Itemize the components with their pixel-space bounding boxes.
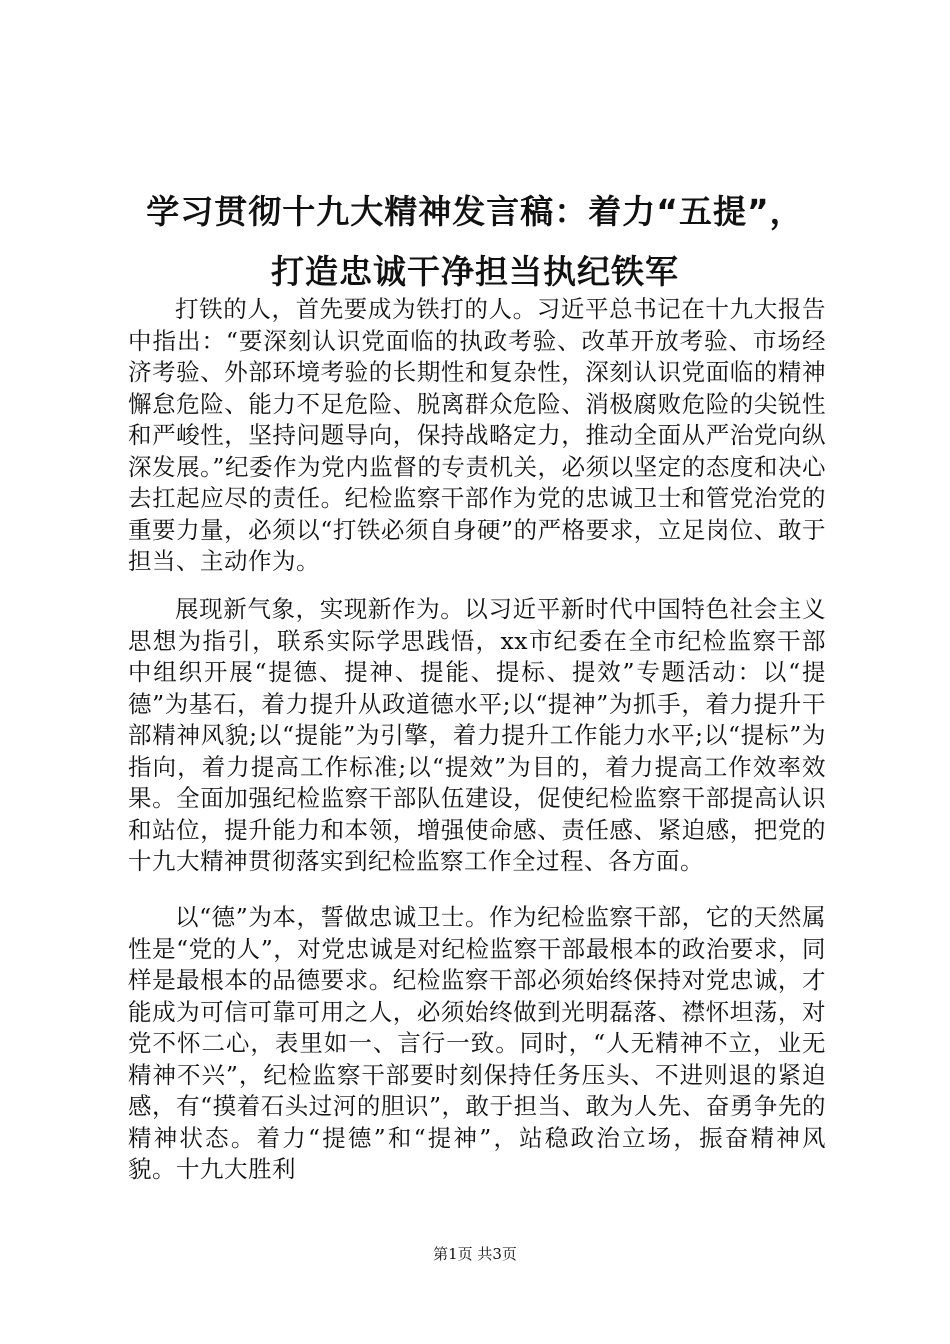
paragraph-virtue: 以“德”为本，誓做忠诚卫士。作为纪检监察干部，它的天然属性是“党的人”，对党忠诚是对纪检监察干部最根本的政治要求，同样是最根本的品德要求。纪检监察干部必须始终保持对党忠诚，才能成为可信可靠可用之人，必须始终做到光明磊落、襟怀坦荡，对党不怀二心，表里如一、言行一致。同时，“人无精神不立，业无精神不兴”，纪检监察干部要时刻保持任务压头、不进则退的紧迫感，有“摸着石头过河的胆识”，敢于担当、敢为人先、奋勇争先的精神状态。着力“提德”和“提神”，站稳政治立场，振奋精神风貌。十九大胜利 (128, 903, 826, 1183)
document-title-line-2: 打造忠诚干净担当执纪铁军 (271, 252, 679, 291)
paragraph-intro: 打铁的人，首先要成为铁打的人。习近平总书记在十九大报告中指出：“要深刻认识党面临的执政考验、改革开放考验、市场经济考验、外部环境考验的长期性和复杂性，深刻认识党面临的精神懈怠危险、能力不足危险、脱离群众危险、消极腐败危险的尖锐性和严峻性，坚持问题导向，保持战略定力，推动全面从严治党向纵深发展。”纪委作为党内监督的专责机关，必须以坚定的态度和决心去扛起应尽的责任。纪检监察干部作为党的忠诚卫士和管党治党的重要力量，必须以“打铁必须自身硬”的严格要求，立足岗位、敢于担当、主动作为。 (128, 295, 826, 575)
document-title-line-1: 学习贯彻十九大精神发言稿：着力“五提”， (146, 192, 804, 231)
page-number-footer: 第1页 共3页 (433, 1245, 517, 1263)
paragraph-new-look: 展现新气象，实现新作为。以习近平新时代中国特色社会主义思想为指引，联系实际学思践悟，xx市纪委在全市纪检监察干部中组织开展“提德、提神、提能、提标、提效”专题活动：以“提德”为基石，着力提升从政道德水平;以“提神”为抓手，着力提升干部精神风貌;以“提能”为引擎，着力提升工作能力水平;以“提标”为指向，着力提高工作标准;以“提效”为目的，着力提高工作效率效果。全面加强纪检监察干部队伍建设，促使纪检监察干部提高认识和站位，提升能力和本领，增强使命感、责任感、紧迫感，把党的十九大精神贯彻落实到纪检监察工作全过程、各方面。 (128, 595, 826, 875)
